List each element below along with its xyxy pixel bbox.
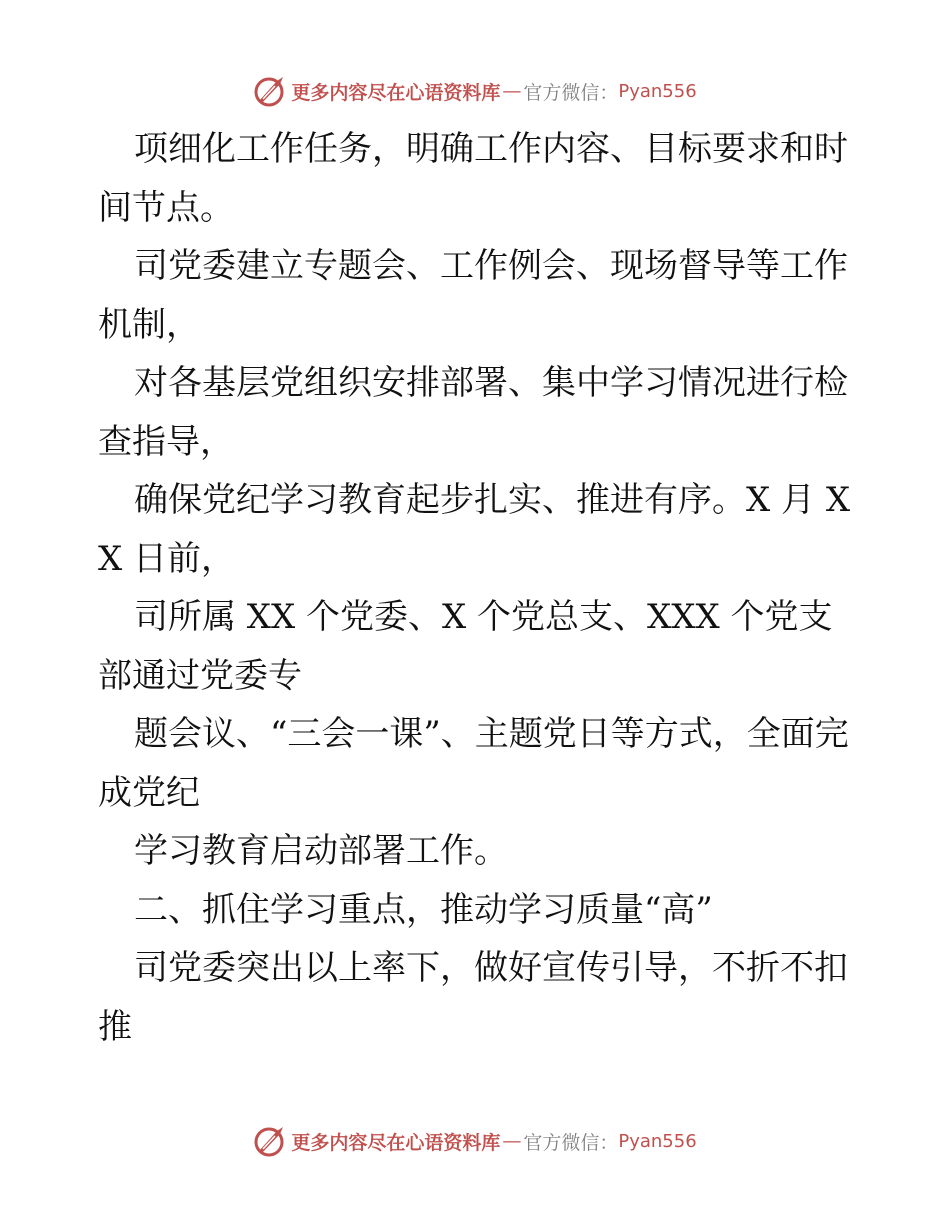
paragraph: 司党委突出以上率下，做好宣传引导，不折不扣推 xyxy=(98,948,848,1047)
paragraph: 学习教育启动部署工作。 xyxy=(134,831,508,871)
banner-wechat-id: Pyan556 xyxy=(618,1130,697,1152)
paragraph: 项细化工作任务，明确工作内容、目标要求和时间节点。 xyxy=(98,129,848,228)
banner-brand: 更多内容尽在心语资料库 xyxy=(291,81,501,104)
paragraph: 题会议、“三会一课”、主题党日等方式，全面完成党纪 xyxy=(98,714,849,813)
banner-dash: — xyxy=(502,1130,522,1152)
quill-pen-circle-icon xyxy=(253,1124,287,1158)
header-banner xyxy=(0,71,950,111)
paragraph: 对各基层党组织安排部署、集中学习情况进行检查指导， xyxy=(98,363,848,462)
document-body xyxy=(98,120,858,1056)
banner-wechat-id: Pyan556 xyxy=(618,80,697,102)
paragraph: 确保党纪学习教育起步扎实、推进有序。X 月 XX 日前， xyxy=(98,480,851,579)
footer-banner xyxy=(0,1121,950,1161)
paragraph: 司党委建立专题会、工作例会、现场督导等工作机制， xyxy=(98,246,848,345)
banner-brand: 更多内容尽在心语资料库 xyxy=(291,1131,501,1154)
banner-dash: — xyxy=(502,80,522,102)
paragraph: 司所属 XX 个党委、X 个党总支、XXX 个党支部通过党委专 xyxy=(98,597,833,696)
banner-wechat-label: 官方微信： xyxy=(523,1131,619,1154)
banner-wechat-label: 官方微信： xyxy=(523,81,619,104)
section-heading: 二、抓住学习重点，推动学习质量“高” xyxy=(134,889,713,930)
quill-pen-circle-icon xyxy=(253,74,287,108)
